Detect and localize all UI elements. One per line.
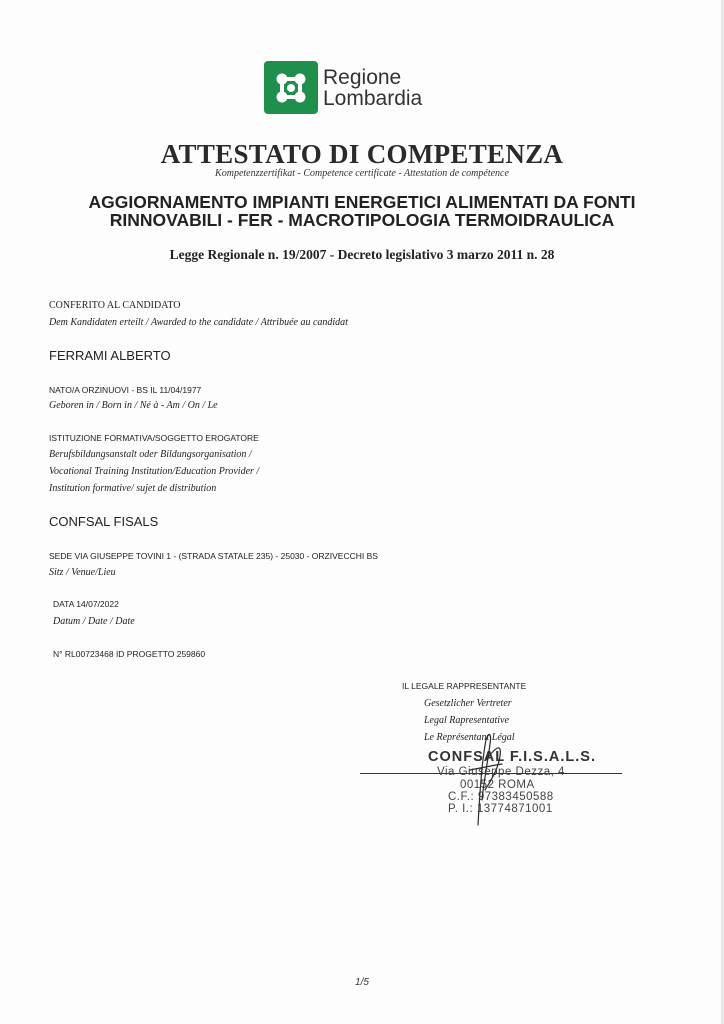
stamp-vat-number: P. I.: 13774871001	[448, 803, 553, 815]
stamp-address: Via Giuseppe Dezza, 4	[437, 766, 565, 778]
stamp-city: 00152 ROMA	[460, 779, 535, 791]
region-logo-text	[323, 67, 422, 109]
legal-reference: Legge Regionale n. 19/2007 - Decreto legislativo 3 marzo 2011 n. 28	[169, 247, 555, 262]
venue-info: SEDE VIA GIUSEPPE TOVINI 1 - (STRADA STATALE 235) - 25030 - ORZIVECCHI BS	[49, 551, 378, 561]
certificate-title: ATTESTATO DI COMPETENZA	[160, 139, 564, 169]
certificate-number: N° RL00723468 ID PROGETTO 259860	[53, 649, 206, 659]
institution-label: ISTITUZIONE FORMATIVA/SOGGETTO EROGATORE	[49, 433, 259, 443]
course-title	[0, 193, 724, 229]
institution-translation-1: Berufsbildungsanstalt oder Bildungsorganisation /	[49, 449, 252, 460]
issue-date-translation: Datum / Date / Date	[53, 616, 135, 627]
institution-translation-3: Institution formative/ sujet de distribution	[49, 483, 217, 494]
course-title-line2: RINNOVABILI - FER - MACROTIPOLOGIA TERMOIDRAULICA	[109, 210, 615, 230]
representative-translation-1: Gesetzlicher Vertreter	[424, 698, 512, 709]
page-number: 1/5	[355, 977, 369, 988]
candidate-name: FERRAMI ALBERTO	[49, 348, 171, 363]
stamp-organization: CONFSAL F.I.S.A.L.S.	[428, 749, 596, 765]
course-title-line1: AGGIORNAMENTO IMPIANTI ENERGETICI ALIMENTATI DA FONTI	[88, 192, 636, 212]
handwritten-signature	[440, 730, 530, 830]
region-logo	[264, 61, 422, 114]
regione-lombardia-rose-icon	[264, 61, 318, 114]
venue-translation: Sitz / Venue/Lieu	[49, 567, 116, 578]
candidate-label: CONFERITO AL CANDIDATO	[49, 300, 181, 311]
institution-translation-2: Vocational Training Institution/Education Provider /	[49, 466, 260, 477]
representative-label: IL LEGALE RAPPRESENTANTE	[402, 681, 527, 691]
birth-info: NATO/A ORZINUOVI - BS IL 11/04/1977	[49, 385, 202, 395]
institution-name: CONFSAL FISALS	[49, 514, 159, 529]
region-logo-line1: Regione	[323, 65, 402, 89]
region-logo-line2: Lombardia	[323, 86, 423, 110]
stamp-fiscal-code: C.F.: 97383450588	[448, 791, 554, 803]
certificate-subtitle: Kompetenzzertifikat - Competence certificate - Attestation de compétence	[215, 168, 509, 179]
issue-date: DATA 14/07/2022	[53, 599, 119, 609]
representative-translation-3: Le Représentant Légal	[424, 732, 515, 743]
birth-info-translation: Geboren in / Born in / Né à - Am / On / Le	[49, 400, 218, 411]
representative-translation-2: Legal Rapresentative	[424, 715, 509, 726]
candidate-label-translation: Dem Kandidaten erteilt / Awarded to the candidate / Attribuée au candidat	[49, 317, 348, 328]
